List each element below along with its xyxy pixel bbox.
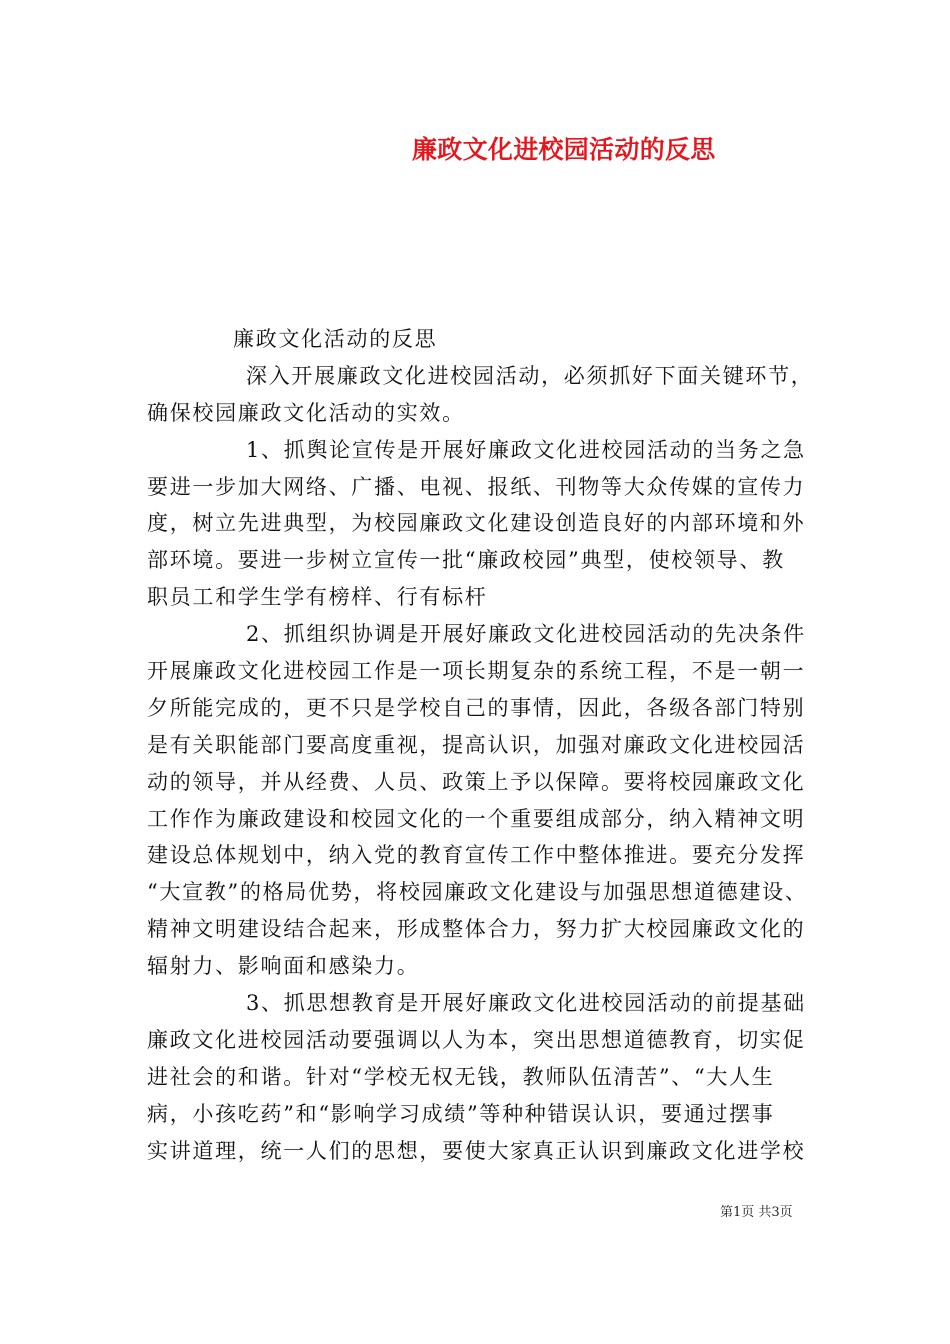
paragraph-line: 夕所能完成的，更不只是学校自己的事情，因此，各级各部门特别 (147, 695, 806, 720)
paragraph-line: 病，小孩吃药”和“影响学习成绩”等种种错误认识，要通过摆事 (147, 1101, 775, 1126)
document-body (147, 321, 847, 1169)
paragraph-line: 深入开展廉政文化进校园活动，必须抓好下面关键环节， (246, 363, 814, 388)
section-2 (147, 616, 847, 985)
paragraph-line: 实讲道理，统一人们的思想，要使大家真正认识到廉政文化进学校 (147, 1138, 806, 1163)
paragraph-line: 廉政文化进校园活动要强调以人为本，突出思想道德教育，切实促 (147, 1027, 806, 1052)
page-footer-page-number: 第1页 共3页 (720, 1205, 793, 1220)
paragraph-line: “大宣教”的格局优势，将校园廉政文化建设与加强思想道德建设、 (147, 880, 808, 905)
section-heading: 2、抓组织协调是开展好廉政文化进校园活动的先决条件 (246, 622, 806, 647)
paragraph-line: 建设总体规划中，纳入党的教育宣传工作中整体推进。要充分发挥 (147, 843, 806, 868)
section-heading: 1、抓舆论宣传是开展好廉政文化进校园活动的当务之急 (246, 437, 806, 462)
paragraph-line: 动的领导，并从经费、人员、政策上予以保障。要将校园廉政文化 (147, 769, 806, 794)
paragraph-line: 确保校园廉政文化活动的实效。 (147, 400, 465, 425)
page-title: 廉政文化进校园活动的反思 (412, 135, 716, 164)
paragraph-line: 进社会的和谐。针对“学校无权无钱，教师队伍清苦”、“大人生 (147, 1064, 775, 1089)
paragraph-line: 要进一步加大网络、广播、电视、报纸、刊物等大众传媒的宣传力 (147, 474, 806, 499)
paragraph-line: 度，树立先进典型，为校园廉政文化建设创造良好的内部环境和外 (147, 511, 806, 536)
section-1 (147, 432, 847, 616)
paragraph-line: 辐射力、影响面和感染力。 (147, 954, 420, 979)
paragraph-line: 部环境。要进一步树立宣传一批“廉政校园”典型，使校领导、教 (147, 548, 785, 573)
paragraph-line: 工作作为廉政建设和校园文化的一个重要组成部分，纳入精神文明 (147, 806, 806, 831)
paragraph-line: 是有关职能部门要高度重视，提高认识，加强对廉政文化进校园活 (147, 732, 806, 757)
subtitle: 廉政文化活动的反思 (233, 327, 438, 351)
section-3 (147, 985, 847, 1169)
paragraph-line: 职员工和学生学有榜样、行有标杆 (147, 585, 488, 610)
paragraph-line: 精神文明建设结合起来，形成整体合力，努力扩大校园廉政文化的 (147, 917, 806, 942)
section-heading: 3、抓思想教育是开展好廉政文化进校园活动的前提基础 (246, 991, 806, 1016)
paragraph-line: 开展廉政文化进校园工作是一项长期复杂的系统工程，不是一朝一 (147, 659, 806, 684)
intro-paragraph (147, 358, 847, 432)
